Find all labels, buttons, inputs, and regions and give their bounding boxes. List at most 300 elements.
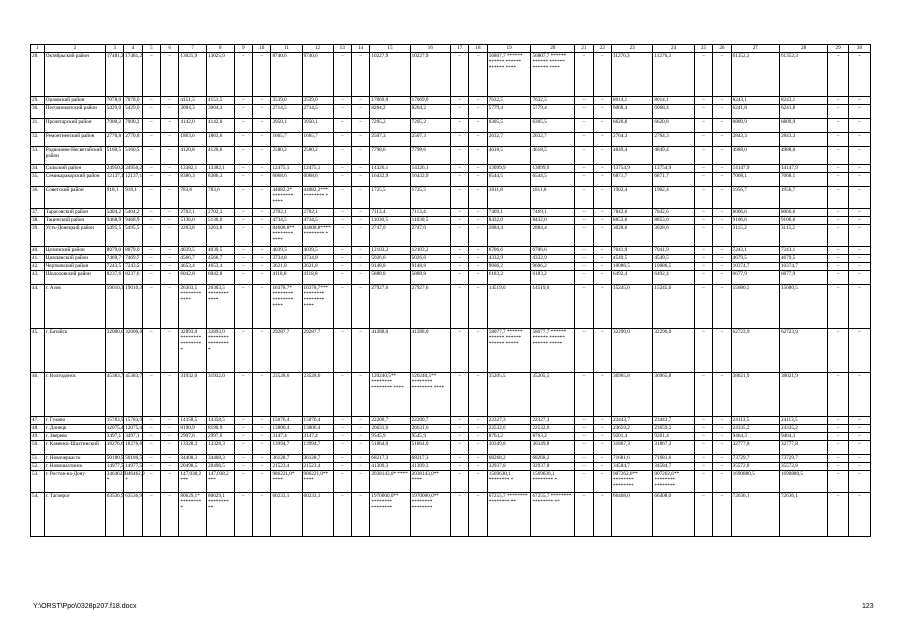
value-cell: – (469, 105, 487, 119)
value-cell: 5495,5 (124, 225, 142, 247)
value-cell: 2038143,0* **** (370, 471, 410, 493)
value-cell: – (333, 271, 351, 285)
value-cell: 19010,3 (124, 285, 142, 329)
value-cell: – (450, 329, 468, 373)
column-number-cell: 30 (848, 45, 870, 53)
value-cell: 7469,1 (531, 209, 575, 217)
value-cell: – (575, 433, 593, 441)
value-cell: 1725,5 (370, 187, 410, 209)
value-cell: – (575, 493, 593, 537)
value-cell: 5888,8 (370, 271, 410, 285)
row-number-cell: 35. (31, 173, 45, 187)
value-cell: 12137,1 (105, 173, 123, 187)
value-cell: 11276,3 (611, 53, 652, 97)
value-cell: – (253, 173, 271, 187)
value-cell: 9148,8 (410, 263, 450, 271)
value-cell: 14977,5 (125, 463, 143, 469)
value-cell: – (593, 271, 611, 285)
value-cell: – (253, 53, 271, 97)
value-cell: 7205,2 (410, 119, 450, 133)
value-cell: 7243,5 (124, 263, 142, 271)
value-cell: 9545,9 (370, 433, 410, 441)
value-cell: 6183,2 (531, 271, 575, 285)
value-cell: – (351, 441, 369, 455)
value-cell: – (713, 119, 731, 133)
row-number-cell: 43. (31, 271, 45, 285)
value-cell: – (333, 147, 351, 165)
value-cell: 68217,3 (370, 455, 410, 463)
value-cell: – (161, 255, 179, 263)
value-cell: – (161, 373, 179, 417)
column-number-header (31, 45, 871, 53)
value-cell: – (450, 433, 468, 441)
value-cell: – (253, 433, 271, 441)
value-cell: – (593, 209, 611, 217)
value-cell: – (713, 433, 731, 441)
value-cell: – (713, 105, 731, 119)
value-cell: – (828, 133, 849, 147)
value-cell: – (575, 225, 593, 247)
row-number-cell: 54. (31, 493, 45, 537)
value-cell: 6544,5 (531, 173, 575, 187)
value-cell: – (593, 455, 611, 463)
table-row (31, 97, 871, 105)
value-cell: 12075,4 (106, 425, 124, 431)
value-cell: 60233,1 (271, 493, 302, 537)
row-number-cell: 33. (31, 147, 45, 165)
value-cell: 4988,0 (731, 147, 779, 165)
value-cell: 15076,4 (302, 417, 333, 425)
value-cell: – (161, 247, 179, 255)
value-cell: – (142, 133, 160, 147)
value-cell: 2702,1 (302, 209, 333, 217)
value-cell: – (333, 425, 351, 433)
value-cell: 10227,9 (410, 53, 450, 97)
value-cell: 346462,9 * (124, 471, 142, 493)
value-cell: – (161, 263, 179, 271)
value-cell: 27927,6 (410, 285, 450, 329)
value-cell: – (142, 53, 160, 97)
value-cell: – (593, 133, 611, 147)
value-cell: – (593, 425, 611, 433)
value-cell: 73729,7 (779, 455, 827, 463)
value-cell: 15783,9 (125, 417, 143, 423)
value-cell: – (828, 329, 849, 373)
value-cell: – (161, 225, 179, 247)
value-cell: 907262,6** ******** ******** (653, 471, 694, 493)
value-cell: 7798,6 (410, 147, 450, 165)
value-cell: 9464,3 (779, 433, 827, 441)
value-cell: 63536,9 (105, 493, 123, 537)
row-number-cell: 45. (31, 329, 45, 373)
value-cell: 15680,5 (779, 285, 827, 329)
value-cell: 8243,1 (731, 97, 779, 105)
value-cell: – (713, 133, 731, 147)
value-cell: – (161, 471, 179, 493)
value-cell: 3004,3 (179, 105, 207, 119)
footer-file-path: Y:\ORST\Ppo\0328p207.f18.docx (33, 603, 137, 610)
value-cell: – (828, 271, 849, 285)
value-cell: 7243,1 (731, 247, 779, 255)
value-cell: 5160,5 (105, 147, 123, 165)
table-row (31, 463, 871, 471)
value-cell: – (828, 119, 849, 133)
value-cell: – (469, 255, 487, 263)
value-cell: – (469, 329, 487, 373)
value-cell: – (234, 463, 252, 471)
value-cell: 4142,0 (179, 119, 207, 133)
value-cell: 7632,5 (531, 97, 575, 105)
district-name-cell: г. Таганрог (44, 493, 105, 537)
value-cell: 63536,9 (124, 493, 142, 537)
value-cell: – (161, 425, 179, 433)
value-cell: 23443,7 (653, 417, 694, 425)
value-cell: – (234, 373, 252, 417)
value-cell: – (333, 165, 351, 173)
value-cell: – (450, 165, 468, 173)
value-cell: 14358,5 (179, 417, 207, 425)
district-name-cell: Советский район (44, 187, 105, 209)
value-cell: – (848, 105, 870, 119)
value-cell: – (450, 373, 468, 417)
value-cell: – (333, 173, 351, 187)
value-cell: – (713, 247, 731, 255)
value-cell: 58077,7 ****** ****** ****** ****** ***** (487, 329, 531, 373)
row-number-cell: 51. (31, 455, 45, 463)
value-cell: – (333, 471, 351, 493)
value-cell: 8763,2 (531, 433, 575, 441)
value-cell: – (848, 441, 870, 455)
table-row (31, 105, 871, 119)
value-cell: 14147,9 (779, 165, 827, 173)
value-cell: 35572,8 (731, 463, 779, 471)
value-cell: – (351, 463, 369, 471)
value-cell: – (253, 105, 271, 119)
value-cell: – (234, 119, 252, 133)
value-cell: 24335,2 (779, 425, 827, 433)
value-cell: – (161, 329, 179, 373)
value-cell: – (694, 119, 712, 133)
value-cell: – (575, 97, 593, 105)
value-cell: – (351, 105, 369, 119)
value-cell: – (351, 165, 369, 173)
value-cell: 3621,8 (302, 263, 333, 271)
value-cell: 3621,8 (271, 263, 302, 271)
value-cell: 1863,6 (207, 133, 235, 147)
column-number-cell: 11 (271, 45, 302, 53)
district-name-cell: г. Каменск-Шахтинский (44, 441, 105, 455)
value-cell: 2632,7 (531, 133, 575, 147)
value-cell: – (161, 441, 179, 455)
column-number-cell: 24 (653, 45, 694, 53)
value-cell: – (694, 147, 712, 165)
value-cell: – (333, 441, 351, 455)
value-cell: – (142, 373, 160, 417)
value-cell: 4618,5 (531, 147, 575, 165)
value-cell: – (713, 285, 731, 329)
value-cell: 6492,4 (653, 271, 694, 285)
value-cell: 32937,8 (487, 463, 531, 471)
value-cell: 36128,7 (271, 455, 302, 463)
value-cell: 2507,3 (370, 133, 410, 147)
value-cell: – (333, 209, 351, 217)
value-cell: – (161, 97, 179, 105)
column-number-cell: 16 (410, 45, 450, 53)
value-cell: 4549,5 (611, 255, 652, 263)
value-cell: – (694, 97, 712, 105)
value-cell: – (593, 417, 611, 425)
value-cell: 13754,9 (611, 165, 652, 173)
value-cell: 29287,7 (302, 329, 333, 373)
value-cell: 4039,5 (302, 247, 333, 255)
value-cell: – (142, 271, 160, 285)
value-cell: 11276,3 (653, 53, 694, 97)
row-number-cell: 50. (31, 441, 45, 455)
value-cell: – (253, 165, 271, 173)
value-cell: – (234, 217, 252, 225)
value-cell: 22200,7 (370, 417, 410, 425)
value-cell: – (253, 209, 271, 217)
value-cell: 907262,6** ******** ******** (611, 471, 652, 493)
value-cell: – (713, 463, 731, 471)
value-cell: 7900,2 (105, 119, 123, 133)
value-cell: 24950,2 (125, 165, 143, 171)
value-cell: – (469, 463, 487, 471)
value-cell: 38021,9 (779, 373, 827, 417)
value-cell: 120240,5** ******** ******** **** (410, 373, 450, 417)
value-cell: – (142, 263, 160, 271)
value-cell: – (593, 247, 611, 255)
value-cell: – (142, 441, 160, 455)
value-cell: 80629,1* ******** * (179, 493, 207, 537)
value-cell: 5495,5 (105, 225, 123, 247)
value-cell: – (450, 255, 468, 263)
value-cell: – (234, 255, 252, 263)
value-cell: – (351, 119, 369, 133)
value-cell: – (469, 455, 487, 463)
value-cell: – (575, 217, 593, 225)
row-number-cell: 44. (31, 285, 45, 329)
value-cell: – (351, 187, 369, 209)
value-cell: 1902,4 (611, 187, 652, 209)
value-cell: – (469, 133, 487, 147)
value-cell: 13994,7 (271, 441, 302, 455)
value-cell: 32290,0 (611, 329, 652, 373)
value-cell: – (142, 329, 160, 373)
value-cell: 45383,7 (105, 373, 123, 417)
value-cell: 51864,0 (370, 441, 410, 455)
table-row (31, 271, 871, 285)
table-row (31, 255, 871, 263)
value-cell: – (253, 133, 271, 147)
value-cell: – (593, 53, 611, 97)
value-cell: – (593, 441, 611, 455)
value-cell: – (694, 433, 712, 441)
value-cell: – (333, 455, 351, 463)
table-row (31, 433, 871, 441)
value-cell: – (713, 255, 731, 263)
value-cell: – (593, 173, 611, 187)
value-cell: – (828, 425, 849, 433)
value-cell: 1902,4 (653, 187, 694, 209)
value-cell: – (848, 417, 870, 425)
value-cell: – (351, 147, 369, 165)
value-cell: – (234, 209, 252, 217)
value-cell: 2747,0 (370, 225, 410, 247)
value-cell: 7041,9 (611, 247, 652, 255)
value-cell: – (848, 463, 870, 471)
value-cell: 58077,7 ****** ****** ****** ****** ***** (531, 329, 575, 373)
district-name-cell: Тацинский район (44, 217, 105, 225)
value-cell: – (142, 217, 160, 225)
district-name-cell: Целинский район (44, 247, 105, 255)
value-cell: 4151,5 (207, 97, 235, 105)
value-cell: – (142, 471, 160, 493)
value-cell: 22327,3 (531, 417, 575, 425)
value-cell: – (848, 53, 870, 97)
value-cell: 8432,0 (487, 217, 531, 225)
value-cell: – (333, 493, 351, 537)
value-cell: 4679,5 (779, 255, 827, 263)
value-cell: 14358,5 (207, 417, 235, 425)
table-row (31, 53, 871, 97)
value-cell: 41309,3 (370, 463, 410, 471)
district-name-cell: г. Гуково (44, 417, 105, 425)
value-cell: 36965,8 (653, 373, 694, 417)
value-cell: – (593, 263, 611, 271)
value-cell: 120240,5** ******** ******** **** (370, 373, 410, 417)
value-cell: – (351, 417, 369, 425)
value-cell: – (450, 463, 468, 471)
value-cell: 2764,3 (611, 133, 652, 147)
value-cell: – (848, 133, 870, 147)
value-cell: – (469, 417, 487, 425)
value-cell: 24113,5 (779, 417, 827, 425)
value-cell: 15783,9 (106, 417, 124, 423)
district-name-cell: Пролетарский район (44, 119, 105, 133)
value-cell: 2884,4 (531, 225, 575, 247)
row-number-cell: 52. (31, 463, 45, 471)
value-cell: 6809,9 (779, 119, 827, 133)
value-cell: – (694, 165, 712, 173)
value-cell: – (450, 209, 468, 217)
value-cell: 3004,3 (207, 105, 235, 119)
value-cell: – (161, 53, 179, 97)
value-cell: – (142, 493, 160, 537)
value-cell: 346462,9 * (105, 471, 123, 493)
value-cell: – (253, 187, 271, 209)
value-cell: 32000,0 (105, 329, 123, 373)
value-cell: – (694, 225, 712, 247)
value-cell: 7243,1 (779, 247, 827, 255)
value-cell: 7842,6 (611, 209, 652, 217)
value-cell: – (469, 165, 487, 173)
value-cell: – (593, 285, 611, 329)
value-cell: 32777,8 (731, 441, 779, 455)
value-cell: – (333, 263, 351, 271)
value-cell: 30349,8 (487, 441, 531, 455)
row-number-cell: 30. (31, 105, 45, 119)
value-cell: – (694, 133, 712, 147)
value-cell: 36965,8 (611, 373, 652, 417)
value-cell: 21523,4 (271, 463, 302, 471)
value-cell: – (234, 417, 252, 425)
value-cell: – (351, 433, 369, 441)
value-cell: – (713, 97, 731, 105)
row-number-cell: 39. (31, 225, 45, 247)
district-name-cell: г. Зверево (44, 433, 105, 441)
value-cell: – (450, 133, 468, 147)
table-row (31, 425, 871, 433)
value-cell: – (593, 225, 611, 247)
table-row (31, 173, 871, 187)
value-cell: – (161, 271, 179, 285)
value-cell: – (575, 133, 593, 147)
value-cell: 6305,5 (487, 119, 531, 133)
value-cell: 10086,5 (611, 263, 652, 271)
district-name-cell: Песчанокопский район (44, 105, 105, 119)
value-cell: 8014,1 (611, 97, 652, 105)
value-cell: 5779,4 (487, 105, 531, 119)
row-number-cell: 29. (31, 97, 45, 105)
value-cell: – (828, 471, 849, 493)
value-cell: – (142, 463, 160, 471)
value-cell: 14326,1 (370, 165, 410, 173)
table-row (31, 187, 871, 209)
value-cell: – (575, 271, 593, 285)
value-cell: 986221,0** **** (302, 471, 333, 493)
value-cell: 72636,1 (731, 493, 779, 537)
value-cell: 84608,8** ******** **** (271, 225, 302, 247)
value-cell: 1725,5 (410, 187, 450, 209)
value-cell: 2843,3 (731, 133, 779, 147)
value-cell: – (713, 471, 731, 493)
value-cell: – (161, 417, 179, 425)
value-cell: – (333, 285, 351, 329)
value-cell: 1956,7 (731, 187, 779, 209)
district-name-cell: г. Ростов-на-Дону (44, 471, 105, 493)
value-cell: 67255,7 ******** ******** ** (531, 493, 575, 537)
value-cell: 2702,1 (271, 209, 302, 217)
value-cell: – (593, 165, 611, 173)
column-number-cell: 18 (469, 45, 487, 53)
value-cell: 32937,8 (531, 463, 575, 471)
value-cell: 10086,5 (653, 263, 694, 271)
district-name-cell: г. Азов (44, 285, 105, 329)
value-cell: 44082,2*** ******** * (302, 187, 333, 209)
value-cell: – (333, 97, 351, 105)
value-cell: – (234, 433, 252, 441)
value-cell: 61352,3 (779, 53, 827, 97)
value-cell: – (713, 493, 731, 537)
value-cell: – (469, 147, 487, 165)
value-cell: 7041,9 (653, 247, 694, 255)
value-cell: 4566,7 (179, 255, 207, 263)
value-cell: 1690880,5 (779, 471, 827, 493)
table-row (31, 225, 871, 247)
column-number-cell: 3 (105, 45, 123, 53)
table-row (31, 247, 871, 255)
table-row (31, 147, 871, 165)
value-cell: – (253, 441, 271, 455)
value-cell: – (161, 209, 179, 217)
value-cell: 38021,9 (731, 373, 779, 417)
value-cell: 9468,9 (105, 217, 123, 225)
value-cell: – (333, 255, 351, 263)
value-cell: 4549,5 (653, 255, 694, 263)
column-number-cell: 28 (779, 45, 827, 53)
value-cell: 3263,8 (207, 225, 235, 247)
